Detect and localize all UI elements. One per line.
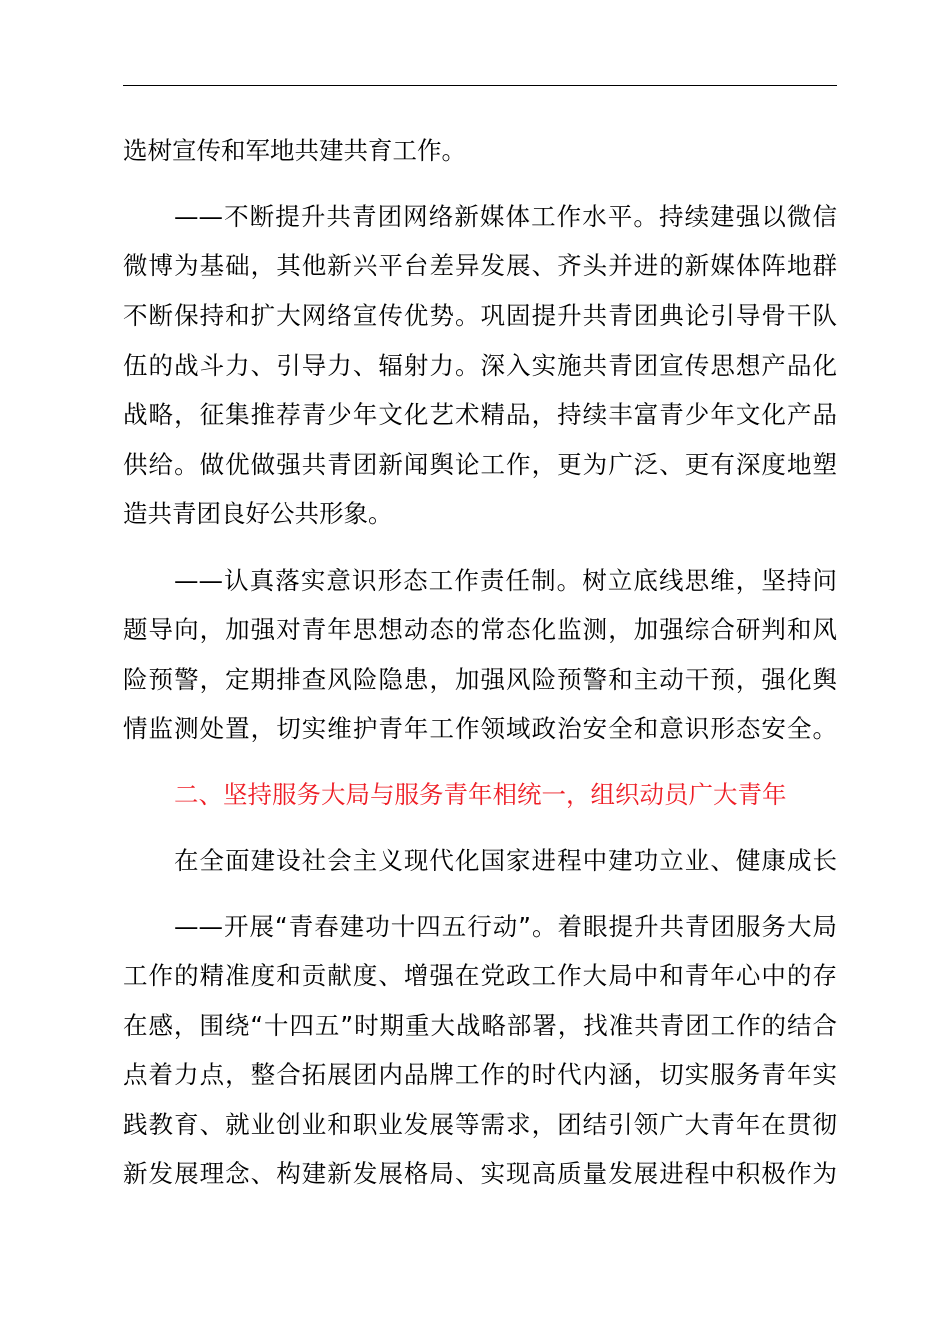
paragraph-line: ——不断提升共青团网络新媒体工作水平。持续建强以微信 (174, 202, 837, 231)
paragraph-line: 在全面建设社会主义现代化国家进程中建功立业、健康成长 (174, 846, 837, 875)
paragraph-line: 险预警，定期排查风险隐患，加强风险预警和主动干预，强化舆 (123, 665, 837, 694)
paragraph-line: 不断保持和扩大网络宣传优势。巩固提升共青团典论引导骨干队 (123, 301, 837, 330)
paragraph-line: 工作的精准度和贡献度、增强在党政工作大局中和青年心中的存 (123, 961, 837, 990)
paragraph-line: 情监测处置，切实维护青年工作领域政治安全和意识形态安全。 (123, 714, 837, 743)
paragraph-line: 选树宣传和军地共建共育工作。 (123, 136, 466, 165)
paragraph-line: 微博为基础，其他新兴平台差异发展、齐头并进的新媒体阵地群 (123, 251, 837, 280)
paragraph-line: ——开展“青春建功十四五行动”。着眼提升共青团服务大局 (174, 912, 837, 941)
header-rule (123, 85, 837, 86)
paragraph-line: 在感，围绕“十四五”时期重大战略部署，找准共青团工作的结合 (123, 1011, 837, 1040)
paragraph-line: 新发展理念、构建新发展格局、实现高质量发展进程中积极作为 (123, 1159, 837, 1188)
paragraph-line: 供给。做优做强共青团新闻舆论工作，更为广泛、更有深度地塑 (123, 450, 837, 479)
section-heading: 二、坚持服务大局与服务青年相统一，组织动员广大青年 (174, 780, 787, 809)
paragraph-line: 践教育、就业创业和职业发展等需求，团结引领广大青年在贯彻 (123, 1110, 837, 1139)
paragraph-line: 造共青团良好公共形象。 (123, 499, 393, 528)
paragraph-line: ——认真落实意识形态工作责任制。树立底线思维，坚持问 (174, 566, 837, 595)
paragraph-line: 点着力点，整合拓展团内品牌工作的时代内涵，切实服务青年实 (123, 1060, 837, 1089)
paragraph-line: 战略，征集推荐青少年文化艺术精品，持续丰富青少年文化产品 (123, 400, 837, 429)
paragraph-line: 题导向，加强对青年思想动态的常态化监测，加强综合研判和风 (123, 615, 837, 644)
paragraph-line: 伍的战斗力、引导力、辐射力。深入实施共青团宣传思想产品化 (123, 351, 837, 380)
